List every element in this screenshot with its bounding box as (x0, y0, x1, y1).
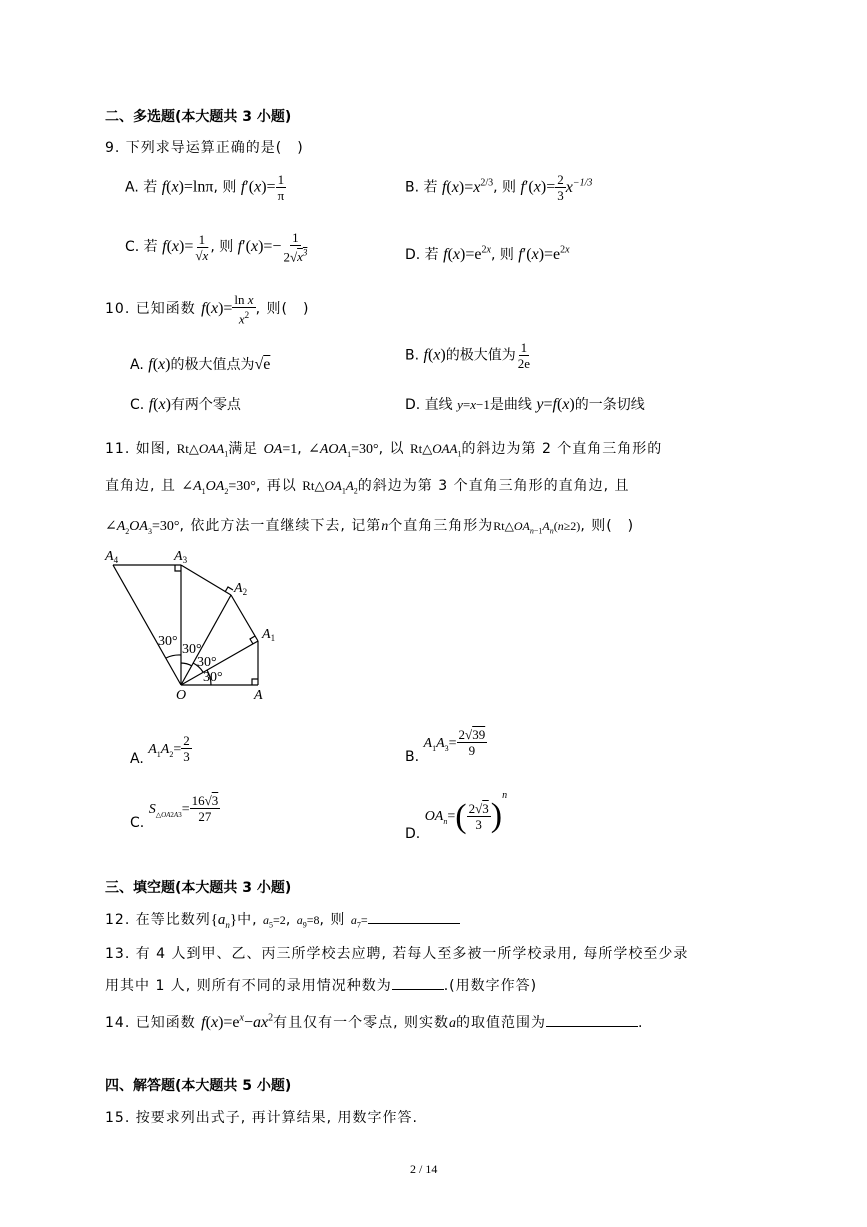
q11-oa-val: =1 (282, 442, 298, 457)
q12-a: 12. 在等比数列 (105, 912, 211, 928)
q9-b-power: $x^{-1/3}$ (565, 177, 593, 196)
q9-b-formula-1: f (441, 178, 447, 196)
angle-label-4: 30° (203, 670, 223, 685)
label-a4: $A_4$ (105, 549, 119, 565)
q10-option-d-text: 的一条切线 (574, 397, 645, 413)
q9-option-d (405, 244, 570, 264)
label-a1: $A_1$ (262, 627, 276, 643)
angle-label-1: 30° (158, 634, 178, 649)
q11-angle-1: $\angle AOA_1=30^\circ$ (308, 442, 379, 459)
q12-answer-blank[interactable] (368, 923, 460, 924)
q10-option-a (130, 354, 270, 374)
q11-l1d: , 以 (378, 441, 405, 457)
q10-a-paren: (x) (152, 356, 171, 373)
q10-option-c-text: 有两个零点 (170, 397, 241, 413)
q9-b-deriv: ′(x)= (524, 178, 556, 196)
q11-option-b (405, 727, 487, 765)
q9-option-a-mid: , 则 (213, 179, 237, 196)
q14-d: . (638, 1015, 644, 1031)
q12-seq: $\{a_n\}$ (210, 912, 238, 930)
segment-a1-a2 (231, 595, 258, 641)
q11-option-a-label: A. (130, 750, 144, 767)
q10-option-b-text: 的极大值为 (445, 347, 516, 364)
q9-b-formula-2: f (520, 178, 525, 196)
question-13-line-2 (105, 975, 537, 995)
right-angle-mark-a3 (175, 565, 181, 571)
q11-a-fraction: $\frac{2}{3}$ (183, 733, 190, 764)
q9-c-fraction: $\frac{1}{√x}$ (195, 231, 209, 263)
q9-option-d-label: D. 若 (405, 247, 439, 263)
q9-b-paren: $(x)=x^{2/3}$ (446, 177, 494, 196)
q11-l1c: , (297, 441, 303, 457)
q10-stem-a: 10. 已知函数 (105, 301, 196, 318)
q11-l1e: 的斜边为第 2 个直角三角形的 (461, 441, 663, 457)
q10-option-a-label: A. (130, 357, 144, 373)
q14-a: 14. 已知函数 (105, 1015, 196, 1031)
q9-option-d-mid: , 则 (490, 247, 514, 263)
q13-answer-blank[interactable] (392, 989, 444, 990)
question-12 (105, 909, 460, 930)
q12-a9: $a_9=8$ (296, 913, 320, 930)
page-number: 2 / 14 (410, 1162, 438, 1176)
q9-c-fraction-2: $\frac{1}{2√x^3}$ (283, 230, 308, 265)
q12-c: , (285, 912, 292, 928)
q10-b-fraction: $\frac{1}{2e}$ (517, 340, 531, 371)
q14-b: 有且仅有一个零点, 则实数 (273, 1015, 450, 1031)
q9-c-paren: (x)= (166, 238, 194, 256)
q14-c: 的取值范围为 (456, 1015, 547, 1031)
section-heading-answer: 四、解答题(本大题共 5 小题) (105, 1078, 292, 1094)
q10-option-b (405, 340, 532, 371)
q11-l2c: 的斜边为第 3 个直角三角形的直角边, 且 (357, 478, 630, 494)
right-angle-mark-a2 (225, 587, 233, 592)
q9-option-b-mid: , 则 (493, 179, 517, 196)
q10-d-curve: y (536, 396, 544, 413)
q11-l2b: , 再以 (255, 478, 297, 494)
q9-a-deriv: ′(x)= (245, 178, 276, 196)
q9-option-b-label: B. 若 (405, 179, 438, 196)
q10-b-f: f (423, 346, 428, 364)
q11-option-d (405, 790, 508, 842)
q10-option-c (130, 394, 241, 414)
q9-option-c-label: C. 若 (125, 239, 158, 256)
q9-d-formula-1: f (443, 246, 448, 263)
q11-option-c (130, 793, 220, 831)
q10-a-value: √e (254, 356, 271, 373)
q11-angle-3: $\angle A_2OA_3=30^\circ$ (105, 519, 180, 536)
q14-formula: $f(x)=e^x-ax^2$ (201, 1012, 274, 1031)
right-angle-mark-a (252, 679, 258, 685)
q10-fraction: $\frac{\text{ln x}}{x^2}$ (234, 292, 254, 327)
q11-line-3 (105, 515, 634, 536)
q10-formula: f (201, 300, 206, 318)
q10-d-line: y (457, 397, 463, 412)
q9-option-a (125, 172, 286, 203)
q11-d-fraction: $\frac{2√3}{3}$ (468, 800, 489, 832)
q10-stem-b: , 则( ) (255, 301, 310, 318)
q9-a-formula-2: f (240, 178, 246, 196)
q10-formula-paren: (x)= (205, 300, 233, 318)
q10-option-b-label: B. (405, 347, 420, 364)
question-9-stem: 9. 下列求导运算正确的是( ) (105, 140, 304, 156)
q9-c-deriv: ′(x)=− (242, 238, 282, 256)
q11-l1b: 满足 (228, 441, 259, 457)
q10-option-c-label: C. (130, 397, 145, 413)
q12-d: , 则 (319, 912, 346, 928)
geometry-figure (100, 545, 290, 705)
angle-arc-3 (181, 663, 192, 666)
q10-option-d-label: D. 直线 (405, 397, 453, 413)
q11-l2a: 直角边, 且 (105, 478, 176, 494)
segment-a2-a3 (181, 565, 231, 595)
q11-l3b: 个直角三角形为 (388, 518, 494, 534)
q9-option-c-mid: , 则 (210, 239, 234, 256)
q14-answer-blank[interactable] (546, 1026, 638, 1027)
q11-option-a (130, 733, 192, 767)
q11-b-fraction: $\frac{2√39}{9}$ (458, 727, 486, 758)
q11-l1a: 11. 如图, (105, 441, 172, 457)
question-10-stem (105, 292, 309, 326)
q11-option-b-label: B. (405, 748, 420, 765)
q9-d-deriv: $'(x)=e^{2x}$ (522, 244, 570, 263)
q11-c-fraction: $\frac{16√3}{27}$ (191, 793, 219, 824)
q12-a7: $a_7=$ (350, 913, 368, 930)
q10-b-paren: (x) (427, 346, 446, 364)
label-a2: $A_2$ (234, 581, 248, 597)
q11-triangle-n: $Rt\triangle OA_{n-1}A_n(n\ge 2)$ (493, 519, 581, 536)
q9-option-c (125, 230, 309, 264)
q11-d-exp: n (502, 790, 508, 801)
q10-d-line-rest: =x−1 (462, 397, 490, 412)
q9-option-b (405, 172, 592, 203)
angle-label-2: 30° (182, 642, 202, 657)
section-heading-fill-blank: 三、填空题(本大题共 3 小题) (105, 880, 292, 896)
q11-d-close: ) (490, 797, 503, 834)
angle-arc-4 (166, 655, 181, 658)
q9-option-a-label: A. 若 (125, 179, 158, 196)
q10-a-f: f (148, 356, 153, 373)
q9-b-fraction: $\frac{2}{3}$ (557, 172, 564, 203)
q9-a-fraction: $\frac{1}{\pi}$ (277, 172, 285, 203)
q9-d-paren: $(x)=e^{2x}$ (447, 244, 491, 263)
q11-c-expr: $S_{\triangle OA2A3}=$ (148, 801, 190, 819)
label-a: A (254, 688, 263, 703)
q11-d-expr: $OA_n=$( (424, 797, 467, 835)
label-a3: $A_3$ (174, 549, 188, 565)
q11-triangle-2: $Rt\triangle OA_1A_2$ (302, 478, 358, 496)
q11-a-expr: $A_1A_2=$ (148, 741, 182, 759)
q12-b: 中, (237, 912, 258, 928)
q11-b-expr: $A_1A_3=$ (423, 735, 457, 753)
q9-d-formula-2: f (518, 246, 523, 263)
q11-line-2 (105, 475, 629, 496)
q10-c-f: f (148, 396, 154, 413)
q10-option-a-text: 的极大值点为 (170, 357, 255, 373)
q10-d-curve-rest: =f(x) (543, 396, 575, 413)
q9-c-formula-1: f (162, 238, 167, 256)
q11-line-1 (105, 438, 662, 459)
q9-c-formula-2: f (237, 238, 243, 256)
q11-l3a: , 依此方法一直继续下去, 记第 (179, 518, 382, 534)
q11-n: n (381, 519, 389, 534)
q11-option-d-label: D. (405, 826, 421, 842)
question-14 (105, 1012, 643, 1032)
label-o: O (176, 688, 187, 703)
q14-a-var: a (449, 1016, 457, 1031)
q13-l2a: 用其中 1 人, 则所有不同的录用情况种数为 (105, 978, 392, 994)
q10-option-d (405, 394, 645, 414)
q11-triangle-1b: $Rt\triangle OAA_1$ (409, 441, 462, 459)
q13-l2b: .(用数字作答) (443, 978, 538, 994)
q11-option-c-label: C. (130, 814, 145, 831)
q10-c-paren: (x) (153, 396, 171, 413)
q11-l3c: , 则( ) (580, 518, 635, 534)
q11-triangle-1: $Rt\triangle OAA_1$ (176, 441, 229, 459)
q11-oa: OA (263, 442, 283, 457)
section-heading-multi-choice: 二、多选题(本大题共 3 小题) (105, 109, 292, 125)
q9-a-formula-1: f (161, 178, 167, 196)
angle-label-3: 30° (197, 655, 217, 670)
question-15: 15. 按要求列出式子, 再计算结果, 用数字作答. (105, 1110, 418, 1126)
segment-o-a4 (113, 565, 181, 685)
q10-option-d-mid: 是曲线 (489, 397, 532, 413)
q12-a5: $a_5=2$ (263, 913, 286, 930)
q11-angle-2: $\angle A_1OA_2=30^\circ$ (181, 479, 256, 496)
q9-a-paren: (x)=lnπ (166, 178, 214, 196)
question-13-line-1: 13. 有 4 人到甲、乙、丙三所学校去应聘, 若每人至多被一所学校录用, 每所学校至少录 (105, 946, 689, 962)
